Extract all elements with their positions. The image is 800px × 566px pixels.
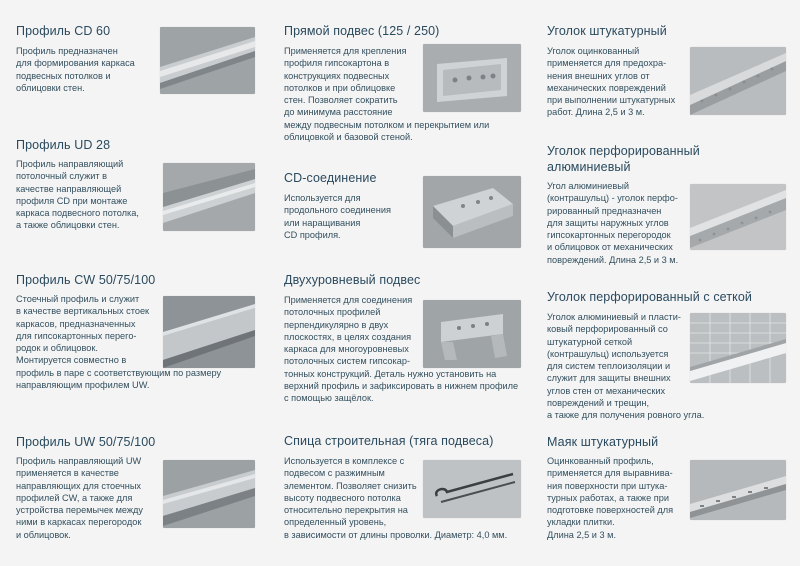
item-description: Уголок алюминиевый и пласти- ковый перфорированный со штукатурной сеткой (контрашульц) используется для систем теплоизоляции и служит для защиты внешних углов стен от механических повреждений и трещин, а также для получения ровного угла. — [547, 312, 705, 421]
item-title: Уголок штукатурный — [547, 24, 667, 38]
item-description: Применяется для соединения потолочных профилей перпендикулярно в двух плоскостях, в целях создания каркаса для многоуровневых потолочных систем гипсокар- тонных конструкций. Деталь нужно установить на верхний профиль и зафиксировать в нижнем профиле с помощью защёлок. — [284, 295, 519, 404]
item-description: Профиль направляющий UW применяется в качестве направляющих для стоечных профилей CW, а также для устройства перемычек между ними в каркасах перегородок и облицовок. — [16, 456, 144, 540]
item-description: Угол алюминиевый (контрашульц) - уголок перфо- рированный предназначен для защиты наружных углов гипсокартонных перегородок и облицовок от механических повреждений. Длина 2,5 и 3 м. — [547, 181, 679, 265]
item-description: Используется в комплексе с подвесом с разжимным элементом. Позволяет снизить высоту подвесного потолка относительно перекрытия на определенный уровень, в зависимости от длины проволки. Диаметр: 4,0 мм. — [284, 456, 508, 540]
cd-connector-photo — [423, 176, 521, 248]
plaster-beacon-photo — [690, 460, 786, 520]
item-title: Профиль UD 28 — [16, 138, 111, 152]
item-title: Прямой подвес (125 / 250) — [284, 24, 440, 38]
item-title: Профиль CW 50/75/100 — [16, 273, 156, 287]
item-title: Двухуровневый подвес — [284, 273, 421, 287]
item-description: Стоечный профиль и служит в качестве вертикальных стоек каркасов, предназначенных для гипсокартонных перего- родок и облицовок. Монтируется совместно в профиль в паре с соответствующим по размеру направляющим профилем UW. — [16, 294, 222, 391]
item-description: Профиль направляющий потолочный служит в качестве направляющей профиля CD при монтаже каркаса подвесного потолка, а также облицовки стен. — [16, 159, 139, 231]
item-title: Маяк штукатурный — [547, 435, 659, 449]
uw-profile-photo — [163, 460, 255, 528]
direct-hanger-photo — [423, 44, 521, 112]
item-description: Оцинкованный профиль, применяется для выравнива- ния поверхности при штука- турных работах, а также при подготовке поверхностей для укладки плитки. Длина 2,5 и 3 м. — [547, 456, 674, 540]
cw-profile-photo — [163, 296, 255, 368]
item-title: Уголок перфорированный с сеткой — [547, 290, 752, 304]
aluminum-corner-photo — [690, 184, 786, 250]
item-description: Применяется для крепления профиля гипсокартона в конструкциях подвесных потолков и при облицовке стен. Позволяет сократить до минимума расстояние между подвесным потолком и перекрытием или облицовкой и базовой стеной. — [284, 46, 490, 143]
plaster-corner-photo — [690, 47, 786, 115]
item-title: Спица строительная (тяга подвеса) — [284, 434, 494, 448]
item-description: Используется для продольного соединения или наращивания CD профиля. — [284, 193, 391, 240]
item-title: Уголок перфорированный алюминиевый — [547, 144, 700, 174]
mesh-corner-photo — [690, 313, 786, 383]
item-title: Профиль CD 60 — [16, 24, 111, 38]
ud-profile-photo — [163, 163, 255, 231]
two-level-hanger-photo — [423, 300, 521, 368]
item-title: Профиль UW 50/75/100 — [16, 435, 156, 449]
cd-profile-photo — [160, 27, 255, 94]
item-description: Профиль предназначен для формирования каркаса подвесных потолков и облицовки стен. — [16, 46, 135, 93]
hanger-rod-photo — [423, 460, 521, 518]
item-description: Уголок оцинкованный применяется для предохра- нения внешних углов от механических повреждений при выполнении штукатурных работ. Длина 2,5 и 3 м. — [547, 46, 676, 118]
item-title: CD-соединение — [284, 171, 377, 185]
